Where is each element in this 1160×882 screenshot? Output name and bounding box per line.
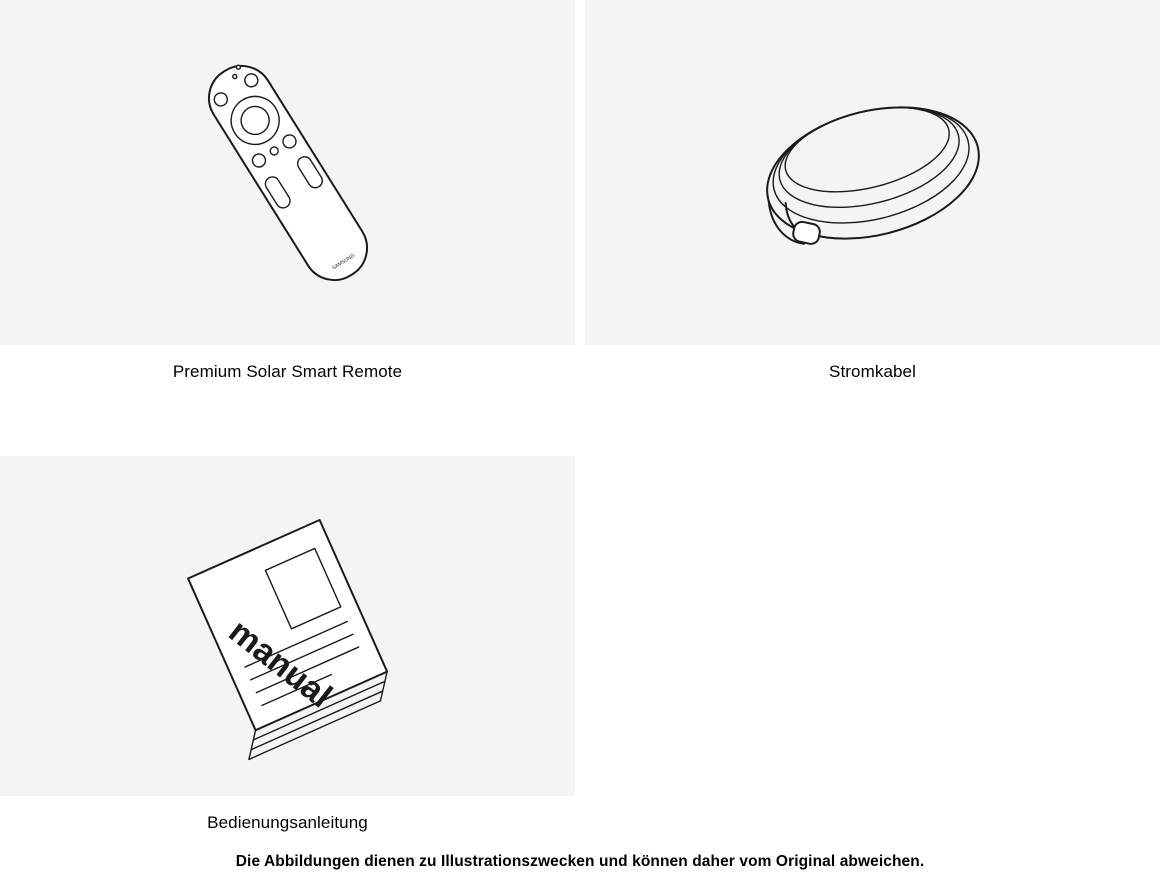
accessory-caption-power-cable: Stromkabel [829, 362, 916, 381]
accessory-item-remote[interactable] [0, 0, 575, 383]
remote-control-icon [108, 23, 468, 323]
illustration-disclaimer: Die Abbildungen dienen zu Illustrationszwecken und können daher vom Original abweichen. [235, 853, 925, 870]
accessory-image-manual [0, 456, 575, 796]
accessory-item-manual[interactable] [0, 456, 575, 834]
accessory-caption-manual: Bedienungsanleitung [207, 813, 368, 832]
manual-cover-text: manual [221, 612, 339, 716]
accessory-image-power-cable [585, 0, 1160, 345]
accessory-image-remote [0, 0, 575, 345]
accessory-caption-remote: Premium Solar Smart Remote [172, 362, 403, 381]
remote-brand-label: SAMSUNG [330, 252, 356, 271]
manual-booklet-icon [128, 486, 448, 766]
power-cable-icon [703, 23, 1043, 323]
accessory-item-power-cable[interactable] [585, 0, 1160, 383]
